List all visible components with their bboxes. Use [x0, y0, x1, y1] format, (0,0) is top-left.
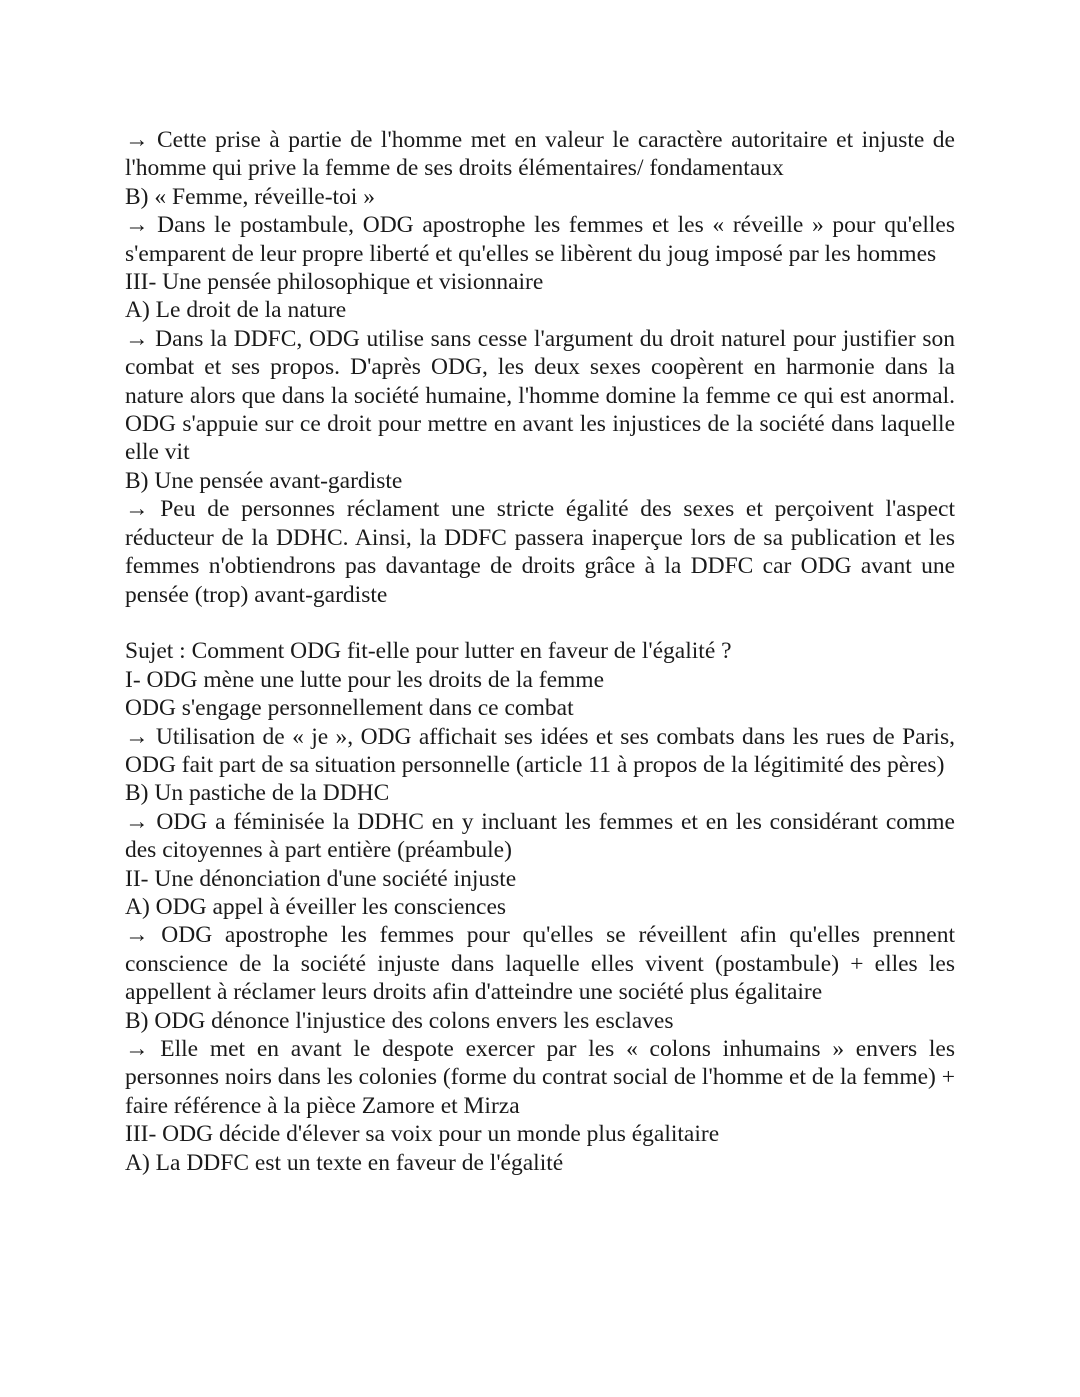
paragraph: → Dans la DDFC, ODG utilise sans cesse l'argument du droit naturel pour justifier son combat et ses propos. D'après ODG, les deux sexes coopèrent en harmonie dans la nature alors que dans la société humaine, l'homme domine la femme ce qui est anormal. ODG s'appuie sur ce droit pour mettre en avant les injustices de la société dans laquelle elle vit — [125, 325, 955, 466]
heading: II- Une dénonciation d'une société injuste — [125, 865, 517, 892]
document-page — [125, 126, 955, 1177]
paragraph: → Dans le postambule, ODG apostrophe les femmes et les « réveille » pour qu'elles s'emparent de leur propre liberté et qu'elles se libèrent du joug imposé par les hommes — [125, 212, 955, 267]
blank-line — [125, 609, 955, 637]
section-previous-plan — [125, 126, 955, 609]
paragraph: → Cette prise à partie de l'homme met en valeur le caractère autoritaire et injuste de l'homme qui prive la femme de ses droits élémentaires/ fondamentaux — [125, 127, 955, 182]
subheading: B) Une pensée avant-gardiste — [125, 467, 403, 494]
paragraph: → ODG apostrophe les femmes pour qu'elles se réveillent afin qu'elles prennent conscience de la société injuste dans laquelle elles vivent (postambule) + elles les appellent à réclamer leurs droits afin d'atteindre une société plus égalitaire — [125, 922, 955, 1006]
subheading: ODG s'engage personnellement dans ce combat — [125, 695, 574, 722]
subheading: B) « Femme, réveille-toi » — [125, 183, 375, 210]
heading: III- Une pensée philosophique et visionnaire — [125, 269, 544, 296]
subheading: B) ODG dénonce l'injustice des colons envers les esclaves — [125, 1007, 674, 1034]
section-subject-plan — [125, 637, 955, 1177]
subheading: B) Un pastiche de la DDHC — [125, 780, 390, 807]
subheading: A) ODG appel à éveiller les consciences — [125, 893, 507, 920]
paragraph: → ODG a féminisée la DDHC en y incluant les femmes et en les considérant comme des citoyennes à part entière (préambule) — [125, 808, 955, 864]
subheading: A) La DDFC est un texte en faveur de l'égalité — [125, 1149, 564, 1176]
paragraph: → Utilisation de « je », ODG affichait ses idées et ses combats dans les rues de Paris, ODG fait part de sa situation personnelle (article 11 à propos de la légitimité des pères) — [125, 723, 955, 778]
heading: III- ODG décide d'élever sa voix pour un monde plus égalitaire — [125, 1121, 720, 1148]
subheading: A) Le droit de la nature — [125, 297, 347, 324]
paragraph: → Peu de personnes réclament une stricte égalité des sexes et perçoivent l'aspect réducteur de la DDHC. Ainsi, la DDFC passera inaperçue lors de sa publication et les femmes n'obtiendrons pas davantage de droits grâce à la DDFC car ODG avant une pensée (trop) avant-gardiste — [125, 496, 955, 608]
paragraph: → Elle met en avant le despote exercer par les « colons inhumains » envers les personnes noirs dans les colonies (forme du contrat social de l'homme et de la femme) + faire référence à la pièce Zamore et Mirza — [125, 1035, 955, 1119]
subject-line: Sujet : Comment ODG fit-elle pour lutter en faveur de l'égalité ? — [125, 638, 732, 665]
heading: I- ODG mène une lutte pour les droits de la femme — [125, 666, 604, 693]
